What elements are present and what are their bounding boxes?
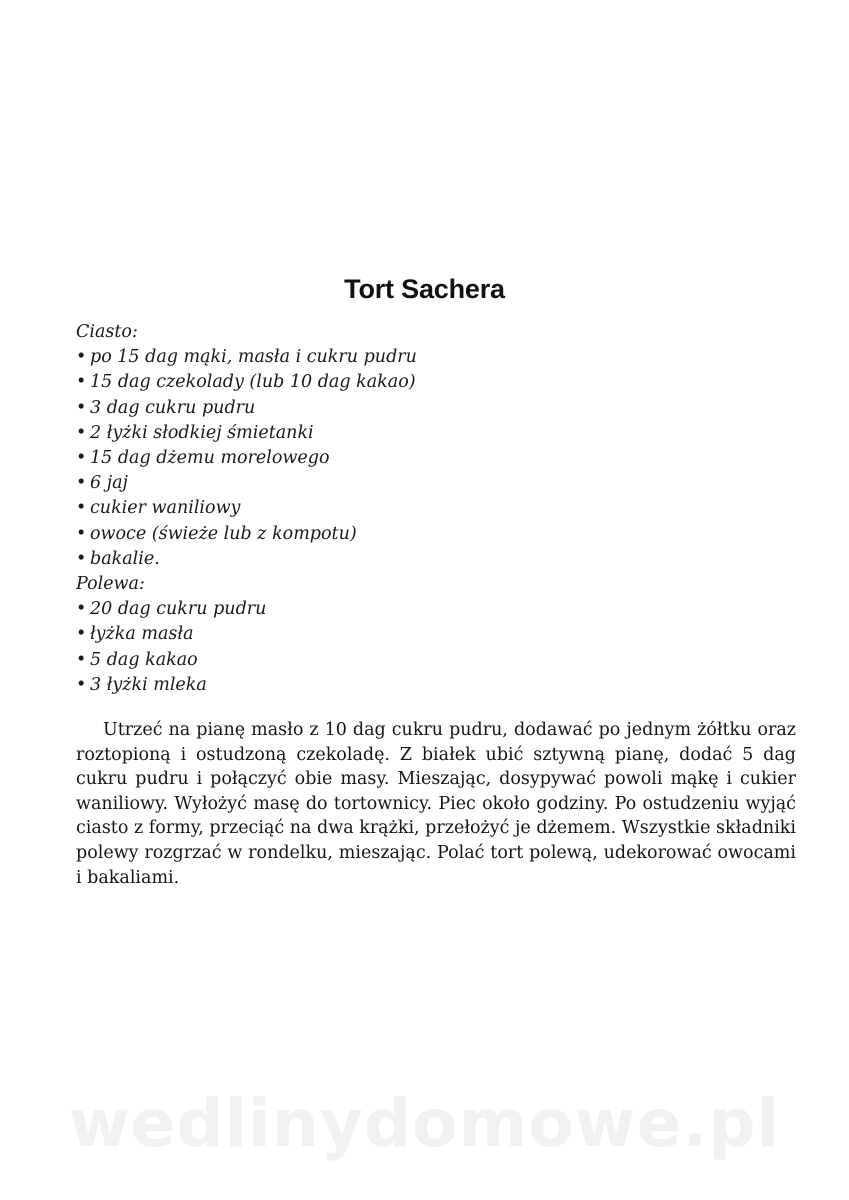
method-paragraph: Utrzeć na pianę masło z 10 dag cukru pudru, dodawać po jednym żółtku oraz roztopioną i ostudzoną czekoladę. Z białek ubić sztywną pianę, dodać 5 dag cukru pudru i połączyć obie masy. Mieszając, dosypywać powoli mąkę i cukier waniliowy. Wyłożyć masę do tortownicy. Piec około godziny. Po ostudzeniu wyjąć ciasto z formy, przeciąć na dwa krążki, przełożyć je dżemem. Wszystkie składniki polewy rozgrzać w rondelku, mieszając. Polać tort polewą, udekorować owocami i bakaliami. (76, 720, 796, 888)
ingredient-item (76, 370, 776, 395)
ingredient-item (76, 522, 776, 547)
ingredient-text: bakalie. (90, 548, 160, 569)
ingredient-item (76, 547, 776, 572)
ingredient-item (76, 648, 776, 673)
bullet-icon: • (76, 674, 87, 695)
bullet-icon: • (76, 422, 87, 443)
bullet-icon: • (76, 372, 87, 393)
ingredient-list-ciasto (76, 345, 776, 572)
ingredient-item (76, 622, 776, 647)
ingredient-item (76, 446, 776, 471)
bullet-icon: • (76, 498, 87, 519)
ingredient-text: łyżka masła (90, 624, 194, 645)
bullet-icon: • (76, 599, 87, 620)
bullet-icon: • (76, 473, 87, 494)
ingredient-text: 15 dag dżemu morelowego (90, 448, 330, 469)
watermark: wedlinydomowe.pl (68, 1085, 781, 1162)
bullet-icon: • (76, 347, 87, 368)
ingredient-text: owoce (świeże lub z kompotu) (90, 523, 357, 544)
ingredient-item (76, 597, 776, 622)
bullet-icon: • (76, 649, 87, 670)
section-label-polewa: Polewa: (76, 574, 145, 595)
ingredient-text: po 15 dag mąki, masła i cukru pudru (90, 347, 417, 368)
ingredient-text: cukier waniliowy (90, 498, 241, 519)
ingredients-block (76, 320, 776, 698)
ingredient-text: 3 dag cukru pudru (90, 397, 256, 418)
ingredient-item (76, 421, 776, 446)
recipe-title: Tort Sachera (344, 274, 505, 304)
ingredient-text: 2 łyżki słodkiej śmietanki (90, 422, 314, 443)
bullet-icon: • (76, 448, 87, 469)
bullet-icon: • (76, 624, 87, 645)
ingredient-item (76, 471, 776, 496)
ingredient-text: 3 łyżki mleka (90, 674, 207, 695)
bullet-icon: • (76, 523, 87, 544)
ingredient-text: 6 jaj (90, 473, 128, 494)
ingredient-item (76, 673, 776, 698)
ingredient-list-polewa (76, 597, 776, 698)
ingredient-item (76, 396, 776, 421)
ingredient-text: 15 dag czekolady (lub 10 dag kakao) (90, 372, 416, 393)
ingredient-item (76, 345, 776, 370)
section-label-ciasto: Ciasto: (76, 322, 138, 342)
ingredient-text: 5 dag kakao (90, 649, 198, 670)
ingredient-item (76, 496, 776, 521)
bullet-icon: • (76, 397, 87, 418)
ingredient-text: 20 dag cukru pudru (90, 599, 267, 620)
bullet-icon: • (76, 548, 87, 569)
